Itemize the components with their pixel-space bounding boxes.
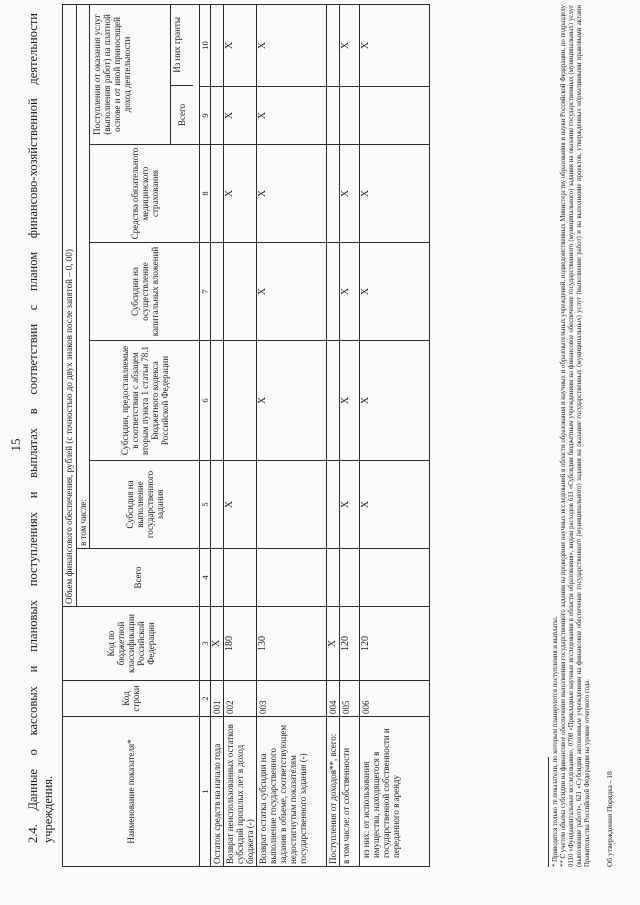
value-cell: X bbox=[360, 4, 430, 86]
value-cell bbox=[257, 461, 327, 549]
index-cell: 2 bbox=[200, 681, 211, 717]
header-budget-code: Код по бюджетной классификации Российской Федерации bbox=[63, 607, 200, 681]
table-row bbox=[327, 4, 340, 866]
value-cell bbox=[360, 87, 430, 145]
table-row bbox=[224, 4, 257, 866]
header-code: Код строки bbox=[63, 681, 200, 717]
index-cell: 5 bbox=[200, 461, 211, 549]
value-cell: X bbox=[360, 145, 430, 243]
budget-code-cell: 120 bbox=[340, 607, 360, 681]
budget-code-cell: X bbox=[211, 607, 224, 681]
value-cell bbox=[224, 243, 257, 341]
value-cell bbox=[211, 87, 224, 145]
indicator-cell: Поступления от доходов**, всего: bbox=[327, 717, 340, 867]
budget-code-cell: 120 bbox=[360, 607, 430, 681]
index-cell: 6 bbox=[200, 341, 211, 461]
value-cell bbox=[224, 341, 257, 461]
header-paid-grants: Из них гранты bbox=[172, 17, 182, 73]
value-cell: X bbox=[340, 145, 360, 243]
value-cell bbox=[340, 549, 360, 607]
index-cell: 8 bbox=[200, 145, 211, 243]
footnote-rule bbox=[548, 757, 549, 867]
value-cell bbox=[327, 87, 340, 145]
value-cell: X bbox=[340, 4, 360, 86]
section-heading: 2.4. Данные о кассовых и плановых поступлениях и выплатах в соответствии с планом финансово-хозяйственной деятельности учреждения. bbox=[26, 13, 55, 843]
value-cell: X bbox=[360, 341, 430, 461]
header-capital-subsidy: Субсидии на осуществление капитальных вложений bbox=[90, 243, 200, 341]
header-paid-services: Поступления от оказания услуг (выполнения работ) на платной основе и от иной приносящей доход деятельности bbox=[92, 14, 132, 135]
indicator-cell: Возврат неиспользованных остатков субсидий прошлых лет в доход бюджета (-) bbox=[224, 717, 257, 867]
header-indicator: Наименование показателя* bbox=[63, 717, 200, 867]
index-cell: 10 bbox=[200, 4, 211, 86]
value-cell bbox=[327, 549, 340, 607]
finance-table bbox=[62, 4, 430, 867]
value-cell bbox=[257, 549, 327, 607]
value-cell bbox=[327, 4, 340, 86]
row-code-cell: 001 bbox=[211, 681, 224, 717]
budget-code-cell: X bbox=[327, 607, 340, 681]
value-cell bbox=[340, 87, 360, 145]
table-row bbox=[257, 4, 327, 866]
header-paid-services-group bbox=[90, 4, 200, 144]
footnote-2: ** С учетом объема субсидии на финансовое обеспечение выполнения государственного задания на проведение научных исследований в области образования и научных и образовательных учреждений, подведомственных Министерству образования и науки Российской Федерации, по подразделу 0110 «Фундаментальные исследования», 0708 «Прикладные научные исследования в области образования», видам расходов 611 «Субсидии бюджетным учреждениям на финансовое обеспечение государственного (муниципального) задания на оказание государственных (муниципальных) услуг (выполнение работ)», 621 «Субсидии автономным учреждениям на финансовое обеспечение государственного (муниципального) задания на оказание государственных (муниципальных) услуг (выполнение работ) и на выполнение проектов, утвержденных нормативными правовыми актами Правительства Российской Федерации на уровне отчетного года. bbox=[560, 5, 591, 867]
row-code-cell: 003 bbox=[257, 681, 327, 717]
header-including: в том числе: bbox=[77, 4, 90, 548]
value-cell bbox=[327, 145, 340, 243]
value-cell bbox=[211, 549, 224, 607]
approval-note: Об утверждении Порядка - 18 bbox=[605, 771, 614, 867]
value-cell bbox=[327, 461, 340, 549]
value-cell: X bbox=[224, 4, 257, 86]
value-cell bbox=[211, 145, 224, 243]
header-oms-funds: Средства обязательного медицинского страхования bbox=[90, 145, 200, 243]
row-code-cell: 006 bbox=[360, 681, 430, 717]
row-code-cell: 004 bbox=[327, 681, 340, 717]
header-total: Всего bbox=[77, 549, 200, 607]
value-cell: X bbox=[257, 145, 327, 243]
value-cell: X bbox=[257, 341, 327, 461]
value-cell bbox=[224, 549, 257, 607]
page-number: 15 bbox=[8, 438, 23, 452]
table-row bbox=[340, 4, 360, 866]
index-cell: 4 bbox=[200, 549, 211, 607]
value-cell: X bbox=[360, 243, 430, 341]
index-cell: 1 bbox=[200, 717, 211, 867]
value-cell bbox=[327, 341, 340, 461]
footnotes bbox=[548, 5, 592, 867]
table-row bbox=[211, 4, 224, 866]
value-cell: X bbox=[257, 87, 327, 145]
indicator-cell: из них: от использования имущества, находящегося в государственной собственности и переданного в аренду bbox=[360, 717, 430, 867]
budget-code-cell: 130 bbox=[257, 607, 327, 681]
value-cell: X bbox=[340, 243, 360, 341]
header-subsidy-78: Субсидии, предоставляемые в соответствии с абзацем вторым пункта 1 статьи 78.1 Бюджетного кодекса Российской Федерации bbox=[90, 341, 200, 461]
value-cell: X bbox=[340, 341, 360, 461]
budget-code-cell: 180 bbox=[224, 607, 257, 681]
footnote-1: * Приводятся только те показатели, по которым планируются поступления и выплаты. bbox=[552, 616, 559, 867]
row-code-cell: 005 bbox=[340, 681, 360, 717]
index-cell: 9 bbox=[200, 87, 211, 145]
indicator-cell: в том числе: от собственности bbox=[340, 717, 360, 867]
header-volume: Объем финансового обеспечения, рублей (с точностью до двух знаков после запятой – 0, 00) bbox=[63, 4, 77, 606]
value-cell: X bbox=[340, 461, 360, 549]
header-paid-total: Всего bbox=[171, 85, 193, 144]
indicator-cell: Возврат остатка субсидии на выполнение государственного задания в объеме, соответствующем недостигнутым показателям государственного задания (-) bbox=[257, 717, 327, 867]
table-row bbox=[360, 4, 430, 866]
value-cell: X bbox=[257, 243, 327, 341]
value-cell bbox=[211, 461, 224, 549]
value-cell bbox=[360, 549, 430, 607]
value-cell: X bbox=[224, 87, 257, 145]
value-cell: X bbox=[224, 461, 257, 549]
value-cell: X bbox=[257, 4, 327, 86]
index-cell: 3 bbox=[200, 607, 211, 681]
value-cell bbox=[211, 4, 224, 86]
value-cell: X bbox=[360, 461, 430, 549]
value-cell bbox=[327, 243, 340, 341]
index-cell: 7 bbox=[200, 243, 211, 341]
value-cell bbox=[211, 243, 224, 341]
header-state-task-subsidy: Субсидия на выполнение государственного задания bbox=[90, 461, 200, 549]
row-code-cell: 002 bbox=[224, 681, 257, 717]
value-cell bbox=[211, 341, 224, 461]
value-cell: X bbox=[224, 145, 257, 243]
indicator-cell: Остаток средств на начало года bbox=[211, 717, 224, 867]
